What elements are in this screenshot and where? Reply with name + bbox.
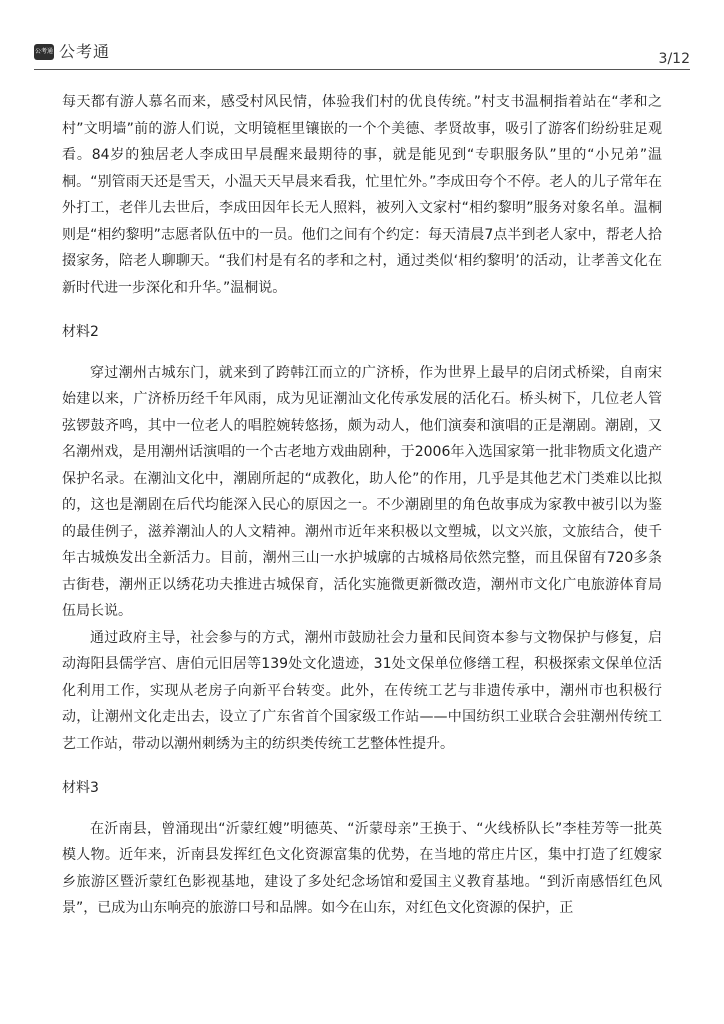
- paragraph-material-2-a: 穿过潮州古城东门，就来到了跨韩江而立的广济桥，作为世界上最早的启闭式桥梁，自南宋始建以来，广济桥历经千年风雨，成为见证潮汕文化传承发展的活化石。桥头树下，几位老人管弦锣鼓齐鸣，其中一位老人的唱腔婉转悠扬，颇为动人，他们演奏和演唱的正是潮剧。潮剧，又名潮州戏，是用潮州话演唱的一个古老地方戏曲剧种，于2006年入选国家第一批非物质文化遗产保护名录。在潮汕文化中，潮剧所起的“成教化，助人伦”的作用，几乎是其他艺术门类难以比拟的，这也是潮剧在后代均能深入民心的原因之一。不少潮剧里的角色故事成为家教中被引以为鉴的最佳例子，滋养潮汕人的人文精神。潮州市近年来积极以文塑城，以文兴旅，文旅结合，使千年古城焕发出全新活力。目前，潮州三山一水护城廓的古城格局依然完整，而且保留有720多条古街巷，潮州正以绣花功夫推进古城保育，活化实施微更新微改造，潮州市文化广电旅游体育局伍局长说。: [62, 364, 662, 619]
- paragraph-material-3-a: 在沂南县，曾涌现出“沂蒙红嫂”明德英、“沂蒙母亲”王换于、“火线桥队长”李桂芳等一批英模人物。近年来，沂南县发挥红色文化资源富集的优势，在当地的常庄片区，集中打造了红嫂家乡旅游区暨沂蒙红色影视基地，建设了多处纪念场馆和爱国主义教育基地。“到沂南感悟红色风景”，已成为山东响亮的旅游口号和品牌。如今在山东，对红色文化资源的保护，正: [62, 820, 662, 916]
- brand-name: 公考通: [59, 42, 111, 61]
- brand-logo-icon: 公考通: [34, 44, 54, 60]
- page-number: 3/12: [658, 51, 690, 67]
- paragraph-material-2-b: 通过政府主导，社会参与的方式，潮州市鼓励社会力量和民间资本参与文物保护与修复，启动海阳县儒学宫、唐伯元旧居等139处文化遗迹，31处文保单位修缮工程，积极探索文保单位活化利用工作，实现从老房子向新平台转变。此外，在传统工艺与非遗传承中，潮州市也积极行动，让潮州文化走出去，设立了广东省首个国家级工作站——中国纺织工业联合会驻潮州传统工艺工作站，带动以潮州刺绣为主的纺织类传统工艺整体性提升。: [62, 629, 662, 752]
- paragraph-intro: 每天都有游人慕名而来，感受村风民情，体验我们村的优良传统。”村支书温桐指着站在“孝和之村”文明墙”前的游人们说，文明镜框里镶嵌的一个个美德、孝贤故事，吸引了游客们纷纷驻足观看。84岁的独居老人李成田早晨醒来最期待的事，就是能见到“专职服务队”里的“小兄弟”温桐。“别管雨天还是雪天，小温天天早晨来看我，忙里忙外。”李成田夸个不停。老人的儿子常年在外打工，老伴儿去世后，李成田因年长无人照料，被列入文家村“相约黎明”服务对象名单。温桐则是“相约黎明”志愿者队伍中的一员。他们之间有个约定：每天清晨7点半到老人家中，帮老人拾掇家务，陪老人聊聊天。“我们村是有名的孝和之村，通过类似‘相约黎明’的活动，让孝善文化在新时代进一步深化和升华。”温桐说。: [62, 94, 662, 296]
- section-heading-material-2: 材料2: [62, 324, 99, 340]
- section-heading-material-3: 材料3: [62, 780, 99, 796]
- page-header: [34, 0, 690, 70]
- document-body: [62, 89, 662, 922]
- header-divider: [34, 69, 690, 70]
